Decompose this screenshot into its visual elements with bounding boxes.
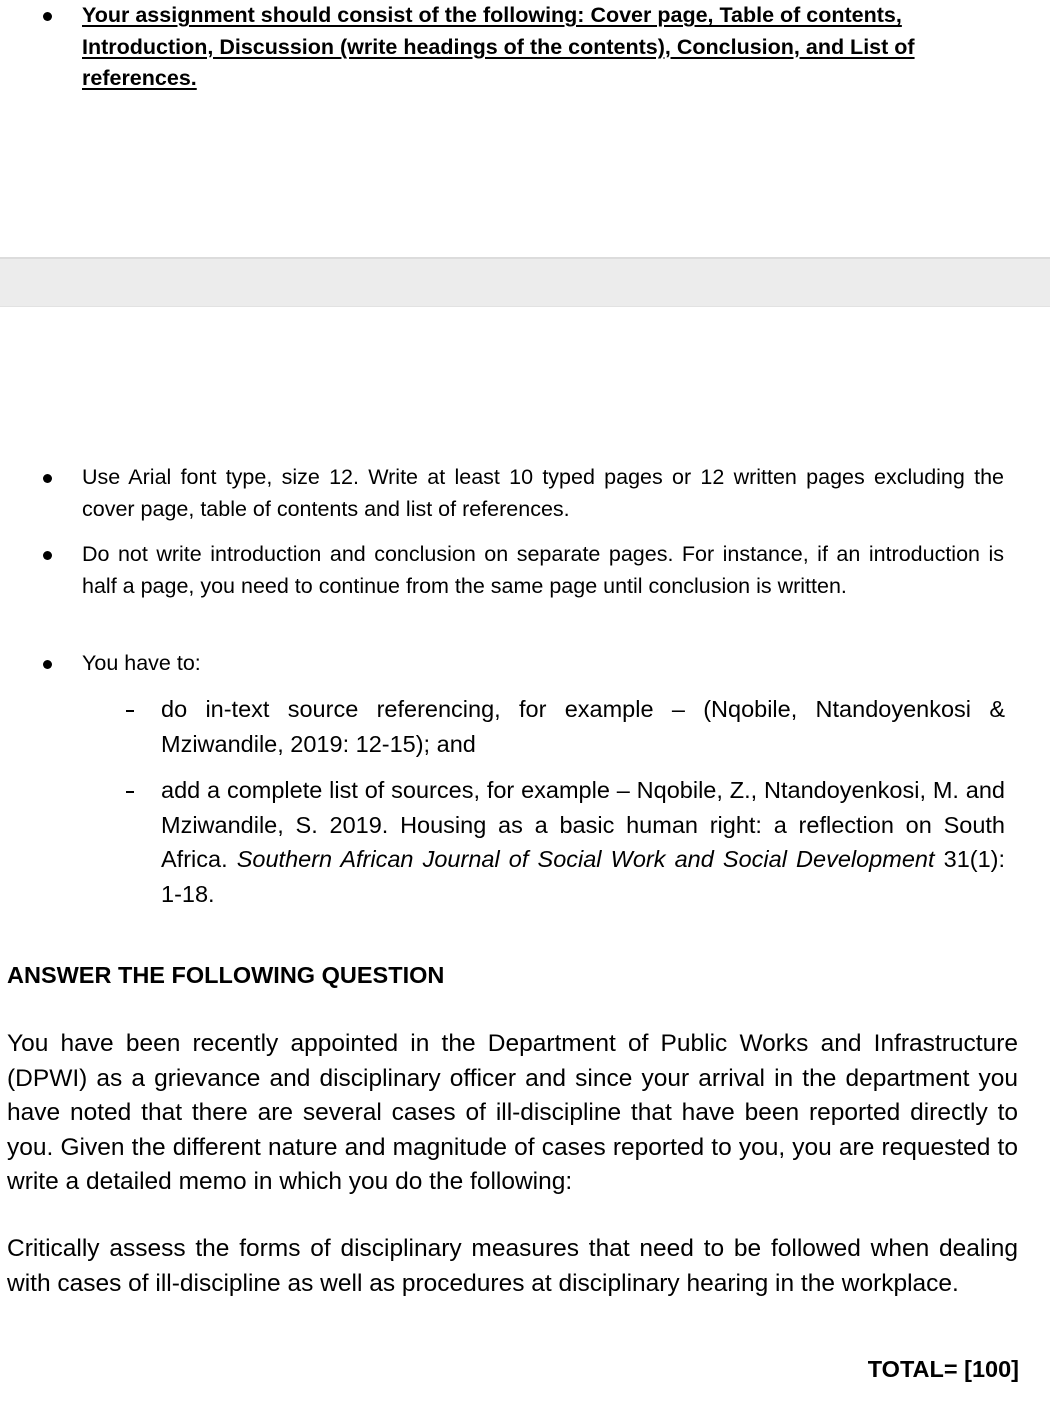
question-scenario-paragraph: You have been recently appointed in the Department of Public Works and Infrastructure (DPWI) as a grievance and disciplinary officer and since your arrival in the department you have noted that there are several cases of ill-discipline that have been reported directly to you. Given the different nature and magnitude of cases reported to you, you are requested to write a detailed memo in which you do the following: (7, 1030, 1018, 1195)
bullet-marker (43, 551, 52, 560)
dash-marker (126, 791, 134, 793)
assignment-structure-requirement: Your assignment should consist of the following: Cover page, Table of contents, Introduction, Discussion (write headings of the contents), Conclusion, and List of references. (82, 3, 915, 90)
bullet-intro-conclusion-rule: Do not write introduction and conclusion on separate pages. For instance, if an introduction is half a page, you need to continue from the same page until conclusion is written. (82, 542, 1004, 598)
bullet-marker (43, 12, 52, 21)
bullet-font-requirement: Use Arial font type, size 12. Write at least 10 typed pages or 12 written pages excluding the cover page, table of contents and list of references. (82, 465, 1004, 521)
journal-title: Southern African Journal of Social Work and Social Development (236, 846, 935, 872)
sub-item-reference-list (161, 773, 1005, 911)
bullet-you-have-to: You have to: (82, 651, 201, 675)
dash-marker (126, 710, 134, 712)
question-heading: ANSWER THE FOLLOWING QUESTION (7, 962, 445, 988)
sub-item-in-text-referencing: do in-text source referencing, for example – (Nqobile, Ntandoyenkosi & Mziwandile, 2019: 12-15); and (161, 696, 1005, 757)
question-task-paragraph: Critically assess the forms of disciplinary measures that need to be followed when dealing with cases of ill-discipline as well as procedures at disciplinary hearing in the workplace. (7, 1235, 1018, 1297)
journal-volume-pages: 31(1): 1-18. (161, 846, 1006, 907)
total-marks: TOTAL= [100] (867, 1356, 1019, 1382)
page-break-divider (0, 257, 1050, 307)
bullet-marker (43, 660, 52, 669)
reference-example-text: add a complete list of sources, for example – Nqobile, Z., Ntandoyenkosi, M. and Mziwandile, S. 2019. Housing as a basic human right: a reflection on South Africa. (161, 777, 1005, 872)
bullet-marker (43, 474, 52, 483)
